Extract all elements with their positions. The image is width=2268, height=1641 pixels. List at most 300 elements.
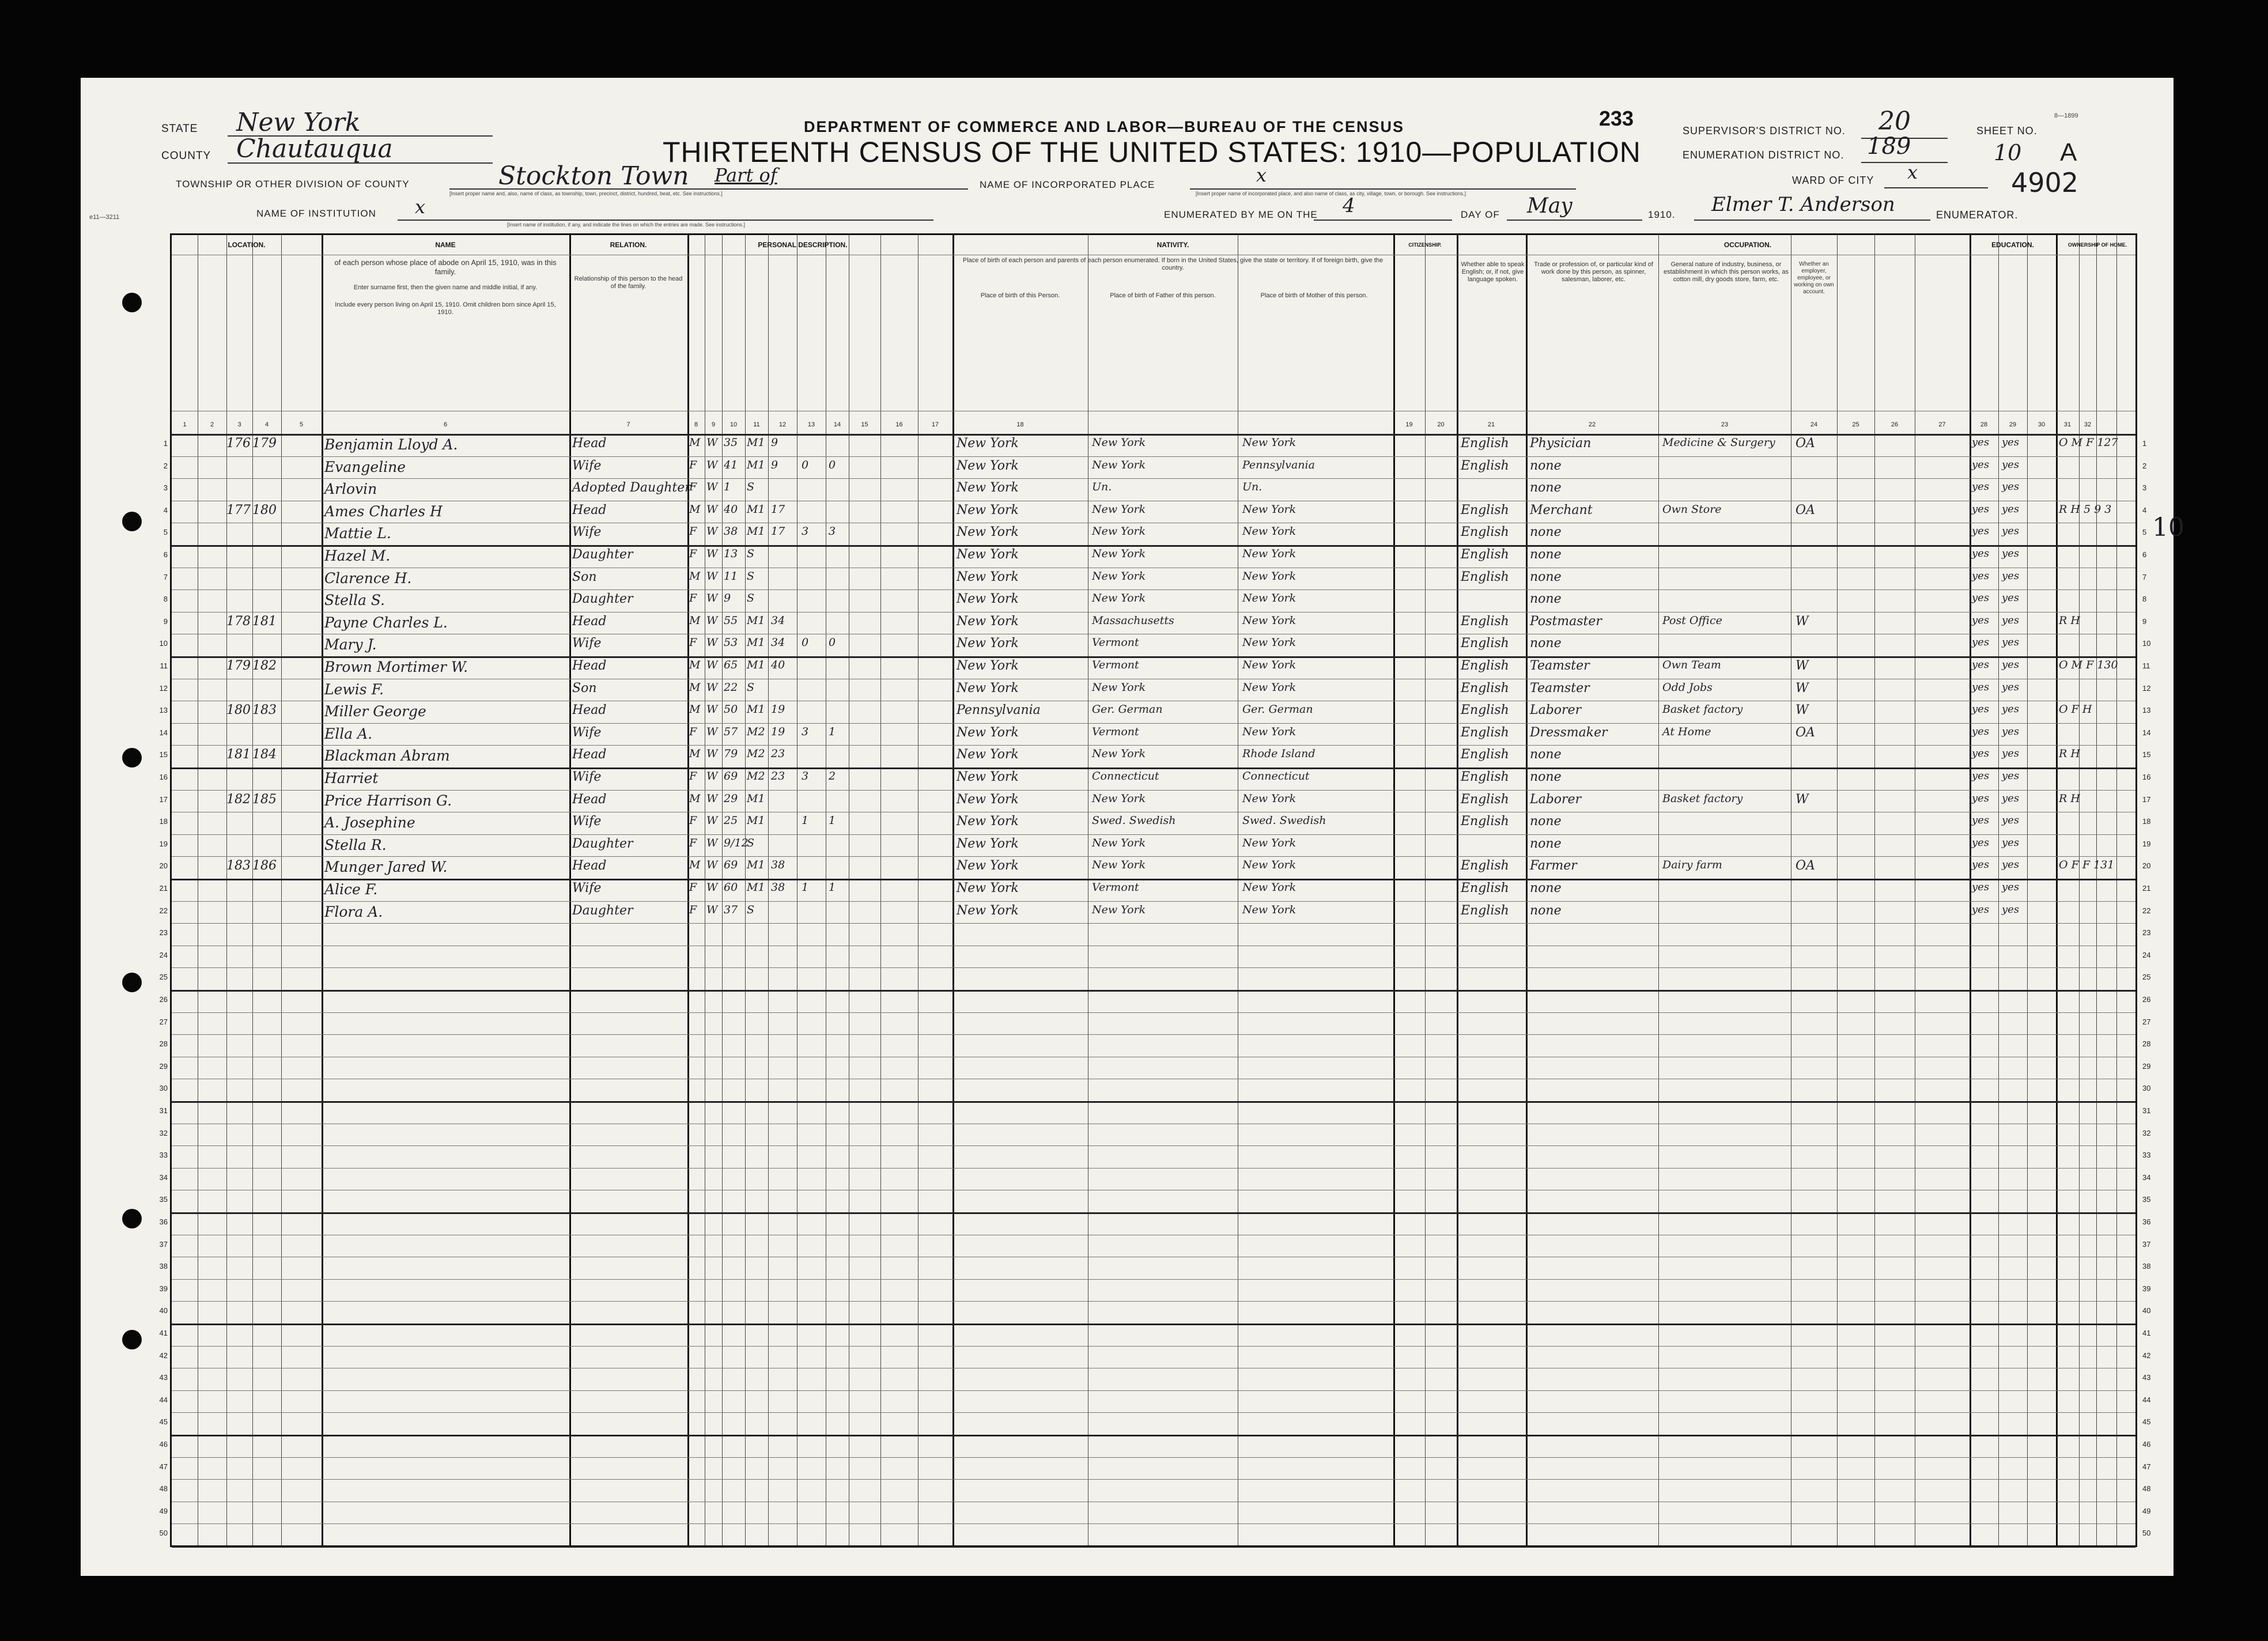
person-name: Payne Charles L. xyxy=(324,614,448,631)
row-rule xyxy=(172,767,2135,769)
employment-class: OA xyxy=(1795,436,1815,451)
children-born: 3 xyxy=(802,770,809,782)
language: English xyxy=(1461,636,1509,651)
marital-status: S xyxy=(747,547,755,560)
literacy-mark: yes xyxy=(2002,859,2020,871)
mother-birthplace: Connecticut xyxy=(1242,770,1310,782)
mother-birthplace: New York xyxy=(1242,502,1296,516)
race: W xyxy=(706,636,718,649)
age: 22 xyxy=(724,680,738,694)
father-birthplace: Vermont xyxy=(1092,636,1139,649)
trade: none xyxy=(1530,481,1562,496)
row-number: 8 xyxy=(2142,595,2147,604)
marital-status: S xyxy=(747,680,755,694)
language: English xyxy=(1461,436,1509,451)
age: 38 xyxy=(724,525,738,538)
father-birthplace: Vermont xyxy=(1092,725,1139,738)
row-number: 19 xyxy=(159,839,168,848)
employment-class: OA xyxy=(1795,859,1815,874)
department-line: DEPARTMENT OF COMMERCE AND LABOR—BUREAU OF THE CENSUS xyxy=(804,118,1404,135)
row-number: 47 xyxy=(159,1462,168,1471)
page-number: 233 xyxy=(1599,107,1634,130)
group-personal-description: PERSONAL DESCRIPTION. xyxy=(758,241,848,249)
punch-hole xyxy=(122,973,142,992)
language: English xyxy=(1461,881,1509,895)
dwelling-number: 179 xyxy=(226,659,251,673)
punch-hole xyxy=(122,293,142,312)
column-divider xyxy=(1457,235,1458,1545)
row-number: 11 xyxy=(160,661,168,670)
row-number: 38 xyxy=(159,1262,168,1271)
father-birthplace: New York xyxy=(1092,525,1146,538)
institution-value: x xyxy=(415,196,426,218)
relation: Son xyxy=(572,569,597,584)
literacy-mark: yes xyxy=(2002,747,2020,760)
literacy-mark: yes xyxy=(1972,792,1990,804)
marital-status: S xyxy=(747,592,755,605)
literacy-mark: yes xyxy=(2002,725,2020,738)
family-number: 179 xyxy=(252,436,277,451)
column-number: 9 xyxy=(711,421,716,428)
children-living: 1 xyxy=(829,881,836,894)
stamp-number: 4902 xyxy=(2011,167,2079,198)
father-birthplace: New York xyxy=(1092,569,1146,583)
literacy-mark: yes xyxy=(1972,814,1990,827)
row-rule xyxy=(172,1479,2135,1480)
trade: none xyxy=(1530,747,1562,762)
industry: At Home xyxy=(1662,725,1711,738)
relation: Head xyxy=(572,859,607,874)
sex: M xyxy=(689,569,701,583)
father-birthplace: New York xyxy=(1092,836,1146,849)
row-number: 44 xyxy=(2142,1395,2151,1404)
mother-birthplace: New York xyxy=(1242,792,1296,805)
father-birthplace: New York xyxy=(1092,680,1146,694)
language: English xyxy=(1461,725,1509,740)
children-living: 3 xyxy=(829,525,836,538)
industry: Own Store xyxy=(1662,502,1722,516)
person-name: Flora A. xyxy=(324,903,383,920)
race: W xyxy=(706,458,718,471)
sex: F xyxy=(689,525,697,538)
nativity-note: Place of birth of each person and parents of each person enumerated. If born in the United States, give the state or territory. If of foreign birth, give the country. xyxy=(962,257,1384,271)
row-rule xyxy=(172,790,2135,791)
literacy-mark: yes xyxy=(1972,547,1990,559)
dwelling-number: 180 xyxy=(226,703,251,718)
column-divider xyxy=(1526,235,1528,1545)
column-divider xyxy=(281,235,282,1545)
row-number: 24 xyxy=(2142,950,2151,959)
relation: Head xyxy=(572,703,607,718)
language: English xyxy=(1461,680,1509,695)
industry: Post Office xyxy=(1662,614,1722,627)
years-married: 17 xyxy=(771,525,785,538)
father-birthplace: Vermont xyxy=(1092,881,1139,894)
marital-status: M1 xyxy=(747,881,765,894)
family-number: 183 xyxy=(252,703,277,718)
mother-birthplace: New York xyxy=(1242,547,1296,560)
row-number: 28 xyxy=(159,1039,168,1049)
age: 25 xyxy=(724,814,738,827)
row-number: 21 xyxy=(2142,884,2151,893)
trade: none xyxy=(1530,547,1562,562)
row-rule xyxy=(172,990,2135,992)
mother-birthplace: New York xyxy=(1242,680,1296,694)
literacy-mark: yes xyxy=(1972,680,1990,693)
person-name: Benjamin Lloyd A. xyxy=(324,436,458,453)
birthplace: New York xyxy=(957,636,1019,651)
column-number: 29 xyxy=(2009,421,2017,428)
sex: M xyxy=(689,614,701,627)
dwelling-number: 183 xyxy=(226,859,251,874)
sex: M xyxy=(689,436,701,449)
dwelling-number: 178 xyxy=(226,614,251,629)
row-number: 34 xyxy=(2142,1173,2151,1182)
race: W xyxy=(706,659,718,671)
row-number: 42 xyxy=(159,1351,168,1360)
years-married: 23 xyxy=(771,770,785,782)
row-number: 7 xyxy=(163,572,168,581)
birth-father-subhead: Place of birth of Father of this person. xyxy=(1110,292,1216,299)
literacy-mark: yes xyxy=(2002,502,2020,515)
row-number: 10 xyxy=(2142,639,2151,648)
relation: Daughter xyxy=(572,547,633,562)
row-number: 17 xyxy=(2142,795,2151,804)
race: W xyxy=(706,792,718,805)
supervisor-label: SUPERVISOR'S DISTRICT NO. xyxy=(1683,125,1846,137)
row-number: 12 xyxy=(159,683,168,693)
birthplace: New York xyxy=(957,725,1019,740)
person-name: Lewis F. xyxy=(324,680,384,698)
row-rule xyxy=(172,1324,2135,1325)
row-number: 36 xyxy=(2142,1217,2151,1226)
person-name: A. Josephine xyxy=(324,814,415,831)
row-rule xyxy=(172,967,2135,968)
sex: F xyxy=(689,636,697,649)
children-born: 1 xyxy=(802,814,809,827)
county-label: COUNTY xyxy=(161,150,211,162)
literacy-mark: yes xyxy=(2002,481,2020,493)
row-number: 43 xyxy=(2142,1373,2151,1382)
race: W xyxy=(706,481,718,494)
home-ownership: R H 5 9 3 xyxy=(2059,502,2112,516)
years-married: 34 xyxy=(771,636,785,649)
years-married: 38 xyxy=(771,881,785,894)
punch-hole xyxy=(122,1209,142,1228)
birthplace: New York xyxy=(957,569,1019,584)
row-number: 15 xyxy=(159,750,168,759)
mother-birthplace: Rhode Island xyxy=(1242,747,1316,761)
name-include-note: Include every person living on April 15, 1910. Omit children born since April 15, 1910. xyxy=(335,301,556,316)
language-subhead: Whether able to speak English; or, if not, give language spoken. xyxy=(1461,261,1525,283)
row-number: 22 xyxy=(2142,906,2151,915)
margin-note: 10 xyxy=(2152,513,2184,542)
row-rule xyxy=(172,1145,2135,1146)
home-ownership: O F H xyxy=(2059,703,2092,716)
row-rule xyxy=(172,1301,2135,1302)
birthplace: New York xyxy=(957,814,1019,829)
row-number: 30 xyxy=(159,1084,168,1093)
mother-birthplace: Swed. Swedish xyxy=(1242,814,1326,827)
trade: none xyxy=(1530,592,1562,607)
column-divider xyxy=(768,235,769,1545)
industry: Basket factory xyxy=(1662,703,1743,716)
birthplace: New York xyxy=(957,614,1019,629)
person-name: Mattie L. xyxy=(324,525,391,542)
sex: F xyxy=(689,481,697,494)
person-name: Brown Mortimer W. xyxy=(324,659,468,675)
year-label: 1910. xyxy=(1648,209,1676,220)
column-number: 21 xyxy=(1487,421,1495,428)
column-number: 30 xyxy=(2038,421,2046,428)
row-number: 33 xyxy=(2142,1151,2151,1160)
birthplace: New York xyxy=(957,458,1019,473)
literacy-mark: yes xyxy=(1972,636,1990,649)
row-rule xyxy=(172,589,2135,590)
person-name: Miller George xyxy=(324,703,426,720)
father-birthplace: Massachusetts xyxy=(1092,614,1174,627)
row-rule xyxy=(172,545,2135,547)
row-number: 44 xyxy=(159,1395,168,1404)
industry: Medicine & Surgery xyxy=(1662,436,1775,449)
row-number: 45 xyxy=(2142,1417,2151,1427)
language: English xyxy=(1461,770,1509,784)
trade: none xyxy=(1530,770,1562,784)
race: W xyxy=(706,502,718,516)
row-number: 41 xyxy=(2142,1329,2151,1337)
trade: none xyxy=(1530,569,1562,584)
trade: none xyxy=(1530,525,1562,540)
age: 65 xyxy=(724,659,738,671)
column-divider xyxy=(1874,235,1875,1545)
mother-birthplace: New York xyxy=(1242,614,1296,627)
literacy-mark: yes xyxy=(1972,836,1990,849)
children-born: 3 xyxy=(802,725,809,738)
column-number: 24 xyxy=(1810,421,1818,428)
literacy-mark: yes xyxy=(2002,659,2020,671)
row-rule xyxy=(172,456,2135,457)
column-number: 19 xyxy=(1405,421,1413,428)
township-part: Part of xyxy=(715,164,777,186)
row-number: 29 xyxy=(2142,1061,2151,1071)
relation: Daughter xyxy=(572,903,633,918)
literacy-mark: yes xyxy=(2002,592,2020,604)
birthplace: New York xyxy=(957,592,1019,607)
trade: Laborer xyxy=(1530,792,1582,807)
age: 55 xyxy=(724,614,738,627)
column-divider xyxy=(569,235,571,1545)
row-rule xyxy=(172,1457,2135,1458)
mother-birthplace: Un. xyxy=(1242,481,1262,494)
language: English xyxy=(1461,814,1509,829)
township-instruction: [Insert proper name and, also, name of class, as township, town, precinct, district, hundred, beat, etc. See instructions.] xyxy=(449,191,723,196)
children-living: 0 xyxy=(829,636,836,649)
column-divider xyxy=(745,235,746,1545)
birthplace: New York xyxy=(957,481,1019,496)
punch-hole xyxy=(122,512,142,531)
marital-status: M1 xyxy=(747,859,765,872)
column-number: 4 xyxy=(264,421,269,428)
relation: Daughter xyxy=(572,836,633,851)
language: English xyxy=(1461,502,1509,517)
race: W xyxy=(706,525,718,538)
marital-status: S xyxy=(747,836,755,849)
sex: F xyxy=(689,903,697,916)
family-number: 184 xyxy=(252,747,277,762)
sheet-letter: A xyxy=(2060,138,2078,167)
father-birthplace: New York xyxy=(1092,458,1146,471)
father-birthplace: New York xyxy=(1092,436,1146,449)
row-number: 36 xyxy=(159,1217,168,1226)
employment-class: W xyxy=(1795,703,1809,718)
day-of-label: DAY OF xyxy=(1461,209,1500,220)
column-number: 17 xyxy=(931,421,939,428)
sex: F xyxy=(689,881,697,894)
dwelling-number: 177 xyxy=(226,502,251,517)
row-number: 13 xyxy=(2142,706,2151,715)
years-married: 23 xyxy=(771,747,785,761)
state-label: STATE xyxy=(161,123,198,135)
home-ownership: O M F 127 xyxy=(2059,436,2118,449)
institution-instruction: [Insert name of institution, if any, and indicate the lines on which the entries are made. See instructions.] xyxy=(507,222,746,228)
column-number: 25 xyxy=(1852,421,1859,428)
person-name: Ella A. xyxy=(324,725,373,742)
group-relation: RELATION. xyxy=(610,241,647,249)
race: W xyxy=(706,725,718,738)
literacy-mark: yes xyxy=(2002,903,2020,916)
row-rule xyxy=(172,856,2135,857)
row-rule xyxy=(172,1346,2135,1347)
row-rule xyxy=(172,1034,2135,1035)
row-number: 46 xyxy=(2142,1440,2151,1449)
father-birthplace: New York xyxy=(1092,547,1146,560)
children-born: 1 xyxy=(802,881,809,894)
literacy-mark: yes xyxy=(2002,547,2020,559)
row-number: 30 xyxy=(2142,1084,2151,1093)
relation: Head xyxy=(572,436,607,451)
row-rule xyxy=(172,478,2135,479)
literacy-mark: yes xyxy=(1972,458,1990,471)
years-married: 9 xyxy=(771,458,778,471)
row-number: 18 xyxy=(159,817,168,826)
race: W xyxy=(706,703,718,716)
trade: none xyxy=(1530,836,1562,851)
age: 35 xyxy=(724,436,738,449)
marital-status: M1 xyxy=(747,436,765,449)
father-birthplace: Un. xyxy=(1092,481,1112,494)
birthplace: New York xyxy=(957,836,1019,851)
race: W xyxy=(706,680,718,694)
row-rule xyxy=(172,879,2135,880)
column-divider xyxy=(1658,235,1659,1545)
column-number: 26 xyxy=(1891,421,1899,428)
column-divider xyxy=(1998,235,1999,1545)
row-number: 17 xyxy=(159,795,168,804)
race: W xyxy=(706,836,718,849)
row-rule xyxy=(172,834,2135,835)
marital-status: M1 xyxy=(747,792,765,805)
literacy-mark: yes xyxy=(1972,481,1990,493)
sex: M xyxy=(689,703,701,716)
person-name: Stella R. xyxy=(324,836,387,853)
industry: Basket factory xyxy=(1662,792,1743,805)
relation: Adopted Daughter xyxy=(572,481,691,496)
row-number: 10 xyxy=(159,639,168,648)
row-rule xyxy=(172,1012,2135,1013)
literacy-mark: yes xyxy=(2002,525,2020,538)
punch-hole xyxy=(122,1330,142,1349)
row-rule xyxy=(172,745,2135,746)
column-divider xyxy=(880,235,881,1545)
group-education: EDUCATION. xyxy=(1991,241,2034,249)
row-number: 29 xyxy=(159,1061,168,1071)
marital-status: M2 xyxy=(747,725,765,738)
row-number: 20 xyxy=(2142,861,2151,871)
county-value: Chautauqua xyxy=(236,134,393,164)
column-divider xyxy=(2027,235,2028,1545)
industry: Own Team xyxy=(1662,659,1721,671)
age: 69 xyxy=(724,770,738,782)
father-birthplace: Ger. German xyxy=(1092,703,1163,716)
person-name: Arlovin xyxy=(324,481,377,498)
column-number: 14 xyxy=(833,421,841,428)
children-born: 0 xyxy=(802,636,809,649)
age: 11 xyxy=(724,569,738,583)
race: W xyxy=(706,569,718,583)
marital-status: S xyxy=(747,481,755,494)
row-number: 49 xyxy=(159,1506,168,1515)
family-number: 186 xyxy=(252,859,277,874)
language: English xyxy=(1461,859,1509,874)
column-number: 32 xyxy=(2084,421,2092,428)
sex: F xyxy=(689,725,697,738)
industry: Odd Jobs xyxy=(1662,680,1713,694)
row-number: 1 xyxy=(2142,439,2147,448)
years-married: 40 xyxy=(771,659,785,671)
birthplace: New York xyxy=(957,747,1019,762)
punch-hole xyxy=(122,748,142,767)
row-rule xyxy=(172,923,2135,924)
sex: M xyxy=(689,747,701,761)
relation: Wife xyxy=(572,458,602,473)
column-divider xyxy=(2056,235,2058,1545)
literacy-mark: yes xyxy=(2002,614,2020,626)
years-married: 34 xyxy=(771,614,785,627)
row-number: 11 xyxy=(2142,661,2150,670)
name-enter-note: Enter surname first, then the given name and middle initial, if any. xyxy=(353,284,538,291)
column-number: 11 xyxy=(753,421,760,428)
row-number: 37 xyxy=(159,1239,168,1249)
column-number: 16 xyxy=(895,421,903,428)
enumerator-name: Elmer T. Anderson xyxy=(1711,193,1895,216)
relation: Wife xyxy=(572,525,602,540)
column-divider xyxy=(322,235,323,1545)
group-name: NAME xyxy=(435,241,456,249)
father-birthplace: Vermont xyxy=(1092,659,1139,671)
person-name: Stella S. xyxy=(324,592,385,609)
sex: M xyxy=(689,659,701,671)
father-birthplace: Connecticut xyxy=(1092,770,1159,782)
enumeration-month: May xyxy=(1527,194,1573,218)
literacy-mark: yes xyxy=(1972,502,1990,515)
row-number: 33 xyxy=(159,1151,168,1160)
relation: Head xyxy=(572,792,607,807)
row-number: 41 xyxy=(159,1329,168,1337)
home-ownership: O M F 130 xyxy=(2059,659,2118,671)
literacy-mark: yes xyxy=(1972,859,1990,871)
race: W xyxy=(706,881,718,894)
person-name: Hazel M. xyxy=(324,547,391,564)
